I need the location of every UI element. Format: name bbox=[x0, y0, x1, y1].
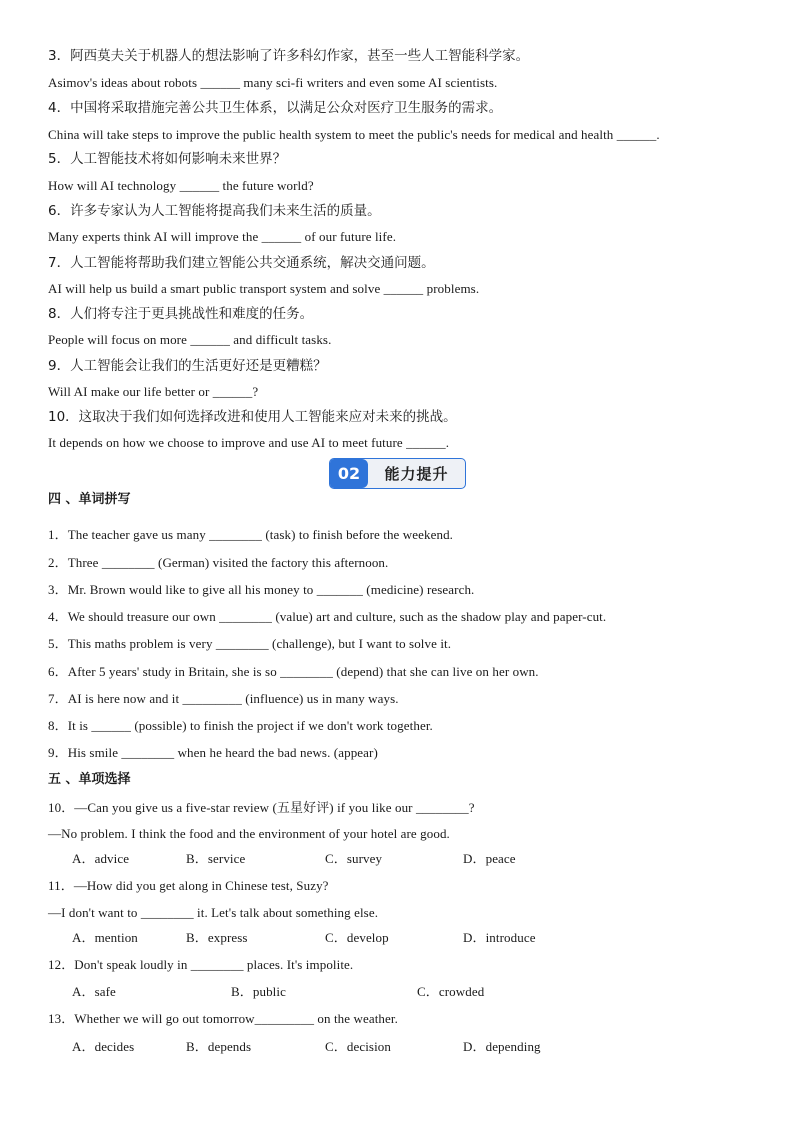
question-11-option-c[interactable]: C．develop bbox=[325, 930, 389, 945]
sentence-8-chinese: 8．人们将专注于更具挑战性和难度的任务。 bbox=[48, 306, 314, 322]
spelling-item-8: 8．It is ______ (possible) to finish the project if we don't work together. bbox=[48, 718, 433, 733]
sentence-7-chinese: 7．人工智能将帮助我们建立智能公共交通系统，解决交通问题。 bbox=[48, 255, 435, 271]
question-12-option-c[interactable]: C．crowded bbox=[417, 984, 485, 999]
question-11-option-a[interactable]: A．mention bbox=[72, 930, 138, 945]
sentence-10-english: It depends on how we choose to improve and use AI to meet future ______. bbox=[48, 435, 450, 450]
question-11-line-2: —I don't want to ________ it. Let's talk about something else. bbox=[48, 905, 379, 920]
spelling-item-1: 1．The teacher gave us many ________ (task) to finish before the weekend. bbox=[48, 527, 454, 542]
question-13-option-a[interactable]: A．decides bbox=[72, 1039, 135, 1054]
question-13-option-b[interactable]: B．depends bbox=[186, 1039, 252, 1054]
section-4-heading: 四 、单词拼写 bbox=[48, 492, 131, 507]
badge-title: 能力提升 bbox=[384, 465, 449, 483]
question-10-option-c[interactable]: C．survey bbox=[325, 851, 383, 866]
sentence-9-chinese: 9．人工智能会让我们的生活更好还是更糟糕？ bbox=[48, 358, 327, 374]
spelling-item-6: 6．After 5 years' study in Britain, she is so ________ (depend) that she can live on her own. bbox=[48, 664, 539, 679]
spelling-item-5: 5．This maths problem is very ________ (challenge), but I want to solve it. bbox=[48, 636, 452, 651]
sentence-5-english: How will AI technology ______ the future world? bbox=[48, 178, 314, 193]
question-10-line-2: —No problem. I think the food and the environment of your hotel are good. bbox=[48, 826, 450, 841]
question-12-line-1: 12．Don't speak loudly in ________ places. It's impolite. bbox=[48, 957, 354, 972]
section-badge bbox=[329, 458, 466, 489]
spelling-item-3: 3．Mr. Brown would like to give all his money to _______ (medicine) research. bbox=[48, 582, 475, 597]
sentence-5-chinese: 5．人工智能技术将如何影响未来世界？ bbox=[48, 151, 287, 167]
badge-number: 02 bbox=[330, 459, 368, 488]
question-13-line-1: 13．Whether we will go out tomorrow_________ on the weather. bbox=[48, 1011, 398, 1026]
question-12-option-a[interactable]: A．safe bbox=[72, 984, 116, 999]
question-10-line-1: 10．—Can you give us a five-star review (五星好评) if you like our ________? bbox=[48, 800, 475, 815]
sentence-4-chinese: 4．中国将采取措施完善公共卫生体系，以满足公众对医疗卫生服务的需求。 bbox=[48, 100, 503, 116]
question-13-option-d[interactable]: D．depending bbox=[463, 1039, 541, 1054]
sentence-3-chinese: 3．阿西莫夫关于机器人的想法影响了许多科幻作家，甚至一些人工智能科学家。 bbox=[48, 48, 530, 64]
question-11-option-b[interactable]: B．express bbox=[186, 930, 248, 945]
spelling-item-4: 4．We should treasure our own ________ (value) art and culture, such as the shadow play and paper-cut. bbox=[48, 609, 607, 624]
sentence-8-english: People will focus on more ______ and difficult tasks. bbox=[48, 332, 332, 347]
sentence-10-chinese: 10．这取决于我们如何选择改进和使用人工智能来应对未来的挑战。 bbox=[48, 409, 457, 425]
spelling-item-2: 2．Three ________ (German) visited the factory this afternoon. bbox=[48, 555, 389, 570]
question-10-option-b[interactable]: B．service bbox=[186, 851, 246, 866]
question-12-option-b[interactable]: B．public bbox=[231, 984, 286, 999]
sentence-3-english: Asimov's ideas about robots ______ many sci-fi writers and even some AI scientists. bbox=[48, 75, 498, 90]
spelling-item-7: 7．AI is here now and it _________ (influence) us in many ways. bbox=[48, 691, 399, 706]
question-10-option-a[interactable]: A．advice bbox=[72, 851, 130, 866]
question-11-line-1: 11．—How did you get along in Chinese test, Suzy? bbox=[48, 878, 329, 893]
sentence-6-chinese: 6．许多专家认为人工智能将提高我们未来生活的质量。 bbox=[48, 203, 381, 219]
section-5-heading: 五 、单项选择 bbox=[48, 772, 131, 787]
sentence-7-english: AI will help us build a smart public transport system and solve ______ problems. bbox=[48, 281, 480, 296]
sentence-9-english: Will AI make our life better or ______? bbox=[48, 384, 259, 399]
sentence-4-english: China will take steps to improve the public health system to meet the public's needs for medical and health ______. bbox=[48, 127, 660, 142]
question-11-option-d[interactable]: D．introduce bbox=[463, 930, 536, 945]
question-13-option-c[interactable]: C．decision bbox=[325, 1039, 391, 1054]
question-10-option-d[interactable]: D．peace bbox=[463, 851, 516, 866]
spelling-item-9: 9．His smile ________ when he heard the bad news. (appear) bbox=[48, 745, 378, 760]
sentence-6-english: Many experts think AI will improve the ______ of our future life. bbox=[48, 229, 397, 244]
